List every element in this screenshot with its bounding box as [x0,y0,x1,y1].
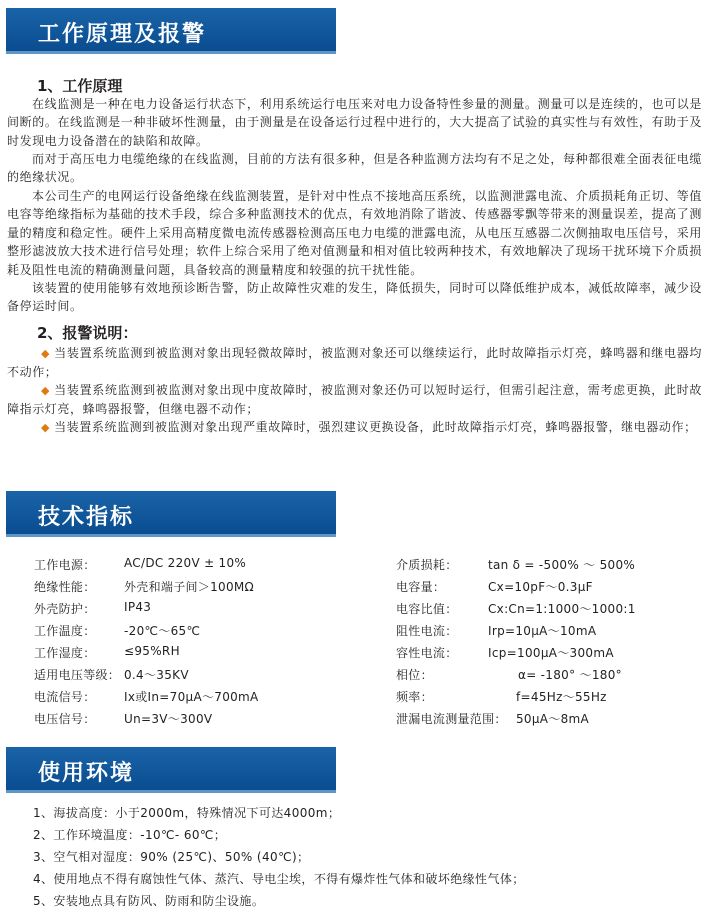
principle-paragraph-4: 该装置的使用能够有效地预诊断告警，防止故障性灾难的发生，降低损失，同时可以降低维护成本，减低故障率，减少设备停运时间。 [7,281,702,314]
principle-heading: 1、工作原理 [37,77,123,95]
spec-label: 工作电源： [34,558,96,572]
spec-value: Cx=10pF～0.3μF [488,580,593,594]
alarm-item-text: 当装置系统监测到被监测对象出现严重故障时，强烈建议更换设备，此时故障指示灯亮，蜂鸣器报警，继电器动作； [54,420,697,434]
spec-value: Icp=100μA～300mA [488,646,614,660]
spec-value: Ix或In=70μA～700mA [124,690,259,704]
spec-label: 频率： [396,690,433,704]
spec-label: 容性电流： [396,646,458,660]
env-item-5: 5、安装地点具有防风、防雨和防尘设施。 [33,894,265,908]
spec-value: f=45Hz～55Hz [516,690,607,704]
spec-value: 0.4～35KV [124,668,189,682]
spec-label: 绝缘性能： [34,580,96,594]
spec-label: 相位： [396,668,433,682]
spec-label: 适用电压等级： [34,668,121,682]
spec-value: Irp=10μA～10mA [488,624,597,638]
section-title-principle: 工作原理及报警 [38,21,207,47]
alarm-item-2 [7,381,702,419]
env-item-2: 2、工作环境温度：-10℃- 60℃； [33,828,227,842]
spec-value: tan δ = -500% ～ 500% [488,558,636,572]
alarm-item-1 [7,344,702,382]
spec-value: Un=3V～300V [124,712,213,726]
spec-value: 50μA～8mA [516,712,590,726]
spec-label: 泄漏电流测量范围： [396,712,507,726]
spec-value: Cx:Cn=1:1000～1000:1 [488,602,636,616]
alarm-item-3 [7,418,702,437]
principle-paragraph-2: 而对于高压电力电缆绝缘的在线监测，目前的方法有很多种，但是各种监测方法均有不足之处，每种都很难全面表征电缆的绝缘状况。 [7,152,702,185]
principle-paragraph-1: 在线监测是一种在电力设备运行状态下，利用系统运行电压来对电力设备特性参量的测量。测量可以是连续的，也可以是间断的。在线监测是一种非破坏性测量，由于测量是在设备运行过程中进行的，大大提高了试验的真实性与有效性，有助于及时发现电力设备潜在的缺陷和故障。 [7,97,702,148]
section-banner-env [6,747,336,793]
alarm-item-text: 当装置系统监测到被监测对象出现轻微故障时，被监测对象还可以继续运行，此时故障指示灯亮，蜂鸣器和继电器均不动作； [7,346,702,380]
spec-label: 电压信号： [34,712,96,726]
spec-value: 外壳和端子间＞100MΩ [124,580,255,594]
env-item-1: 1、海拔高度：小于2000m，特殊情况下可达4000m； [33,806,341,820]
section-banner-tech [6,491,336,537]
spec-label: 工作温度： [34,624,96,638]
section-title-env: 使用环境 [38,760,135,786]
diamond-bullet-icon: ◆ [41,347,51,360]
spec-value: AC/DC 220V ± 10% [124,556,247,570]
spec-label: 电流信号： [34,690,96,704]
spec-value: -20℃～65℃ [124,624,201,638]
alarm-item-text: 当装置系统监测到被监测对象出现中度故障时，被监测对象还仍可以短时运行，但需引起注意，需考虑更换，此时故障指示灯亮，蜂鸣器报警，但继电器不动作； [7,383,702,417]
spec-label: 外壳防护： [34,602,96,616]
diamond-bullet-icon: ◆ [41,384,51,397]
spec-value: ≤95%RH [124,644,180,658]
env-item-3: 3、空气相对湿度：90% (25℃)、50% (40℃)； [33,850,310,864]
spec-label: 阻性电流： [396,624,458,638]
spec-value: α= -180° ～180° [518,668,622,682]
spec-label: 电容量： [396,580,446,594]
section-banner-principle [6,8,336,54]
diamond-bullet-icon: ◆ [41,421,51,434]
spec-label: 介质损耗： [396,558,458,572]
alarm-heading: 2、报警说明： [37,324,138,342]
section-title-tech: 技术指标 [38,504,135,530]
principle-paragraph-3: 本公司生产的电网运行设备绝缘在线监测装置，是针对中性点不接地高压系统，以监测泄露电流、介质损耗角正切、等值电容等绝缘指标为基础的技术手段，综合多种监测技术的优点，有效地消除了谐波、传感器零飘等带来的测量误差，提高了测量的精度和稳定性。硬件上采用高精度微电流传感器检测高压电力电缆的泄露电流，从电压互感器二次侧抽取电压信号，采用整形滤波放大技术进行信号处理；软件上综合采用了绝对值测量和相对值比较两种技术，有效地解决了现场干扰环境下介质损耗及阻性电流的精确测量问题，具备较高的测量精度和较强的抗干扰性能。 [7,189,702,277]
env-item-4: 4、使用地点不得有腐蚀性气体、蒸汽、导电尘埃，不得有爆炸性气体和破坏绝缘性气体； [33,872,525,886]
spec-label: 工作湿度： [34,646,96,660]
spec-label: 电容比值： [396,602,458,616]
spec-value: IP43 [124,600,152,614]
